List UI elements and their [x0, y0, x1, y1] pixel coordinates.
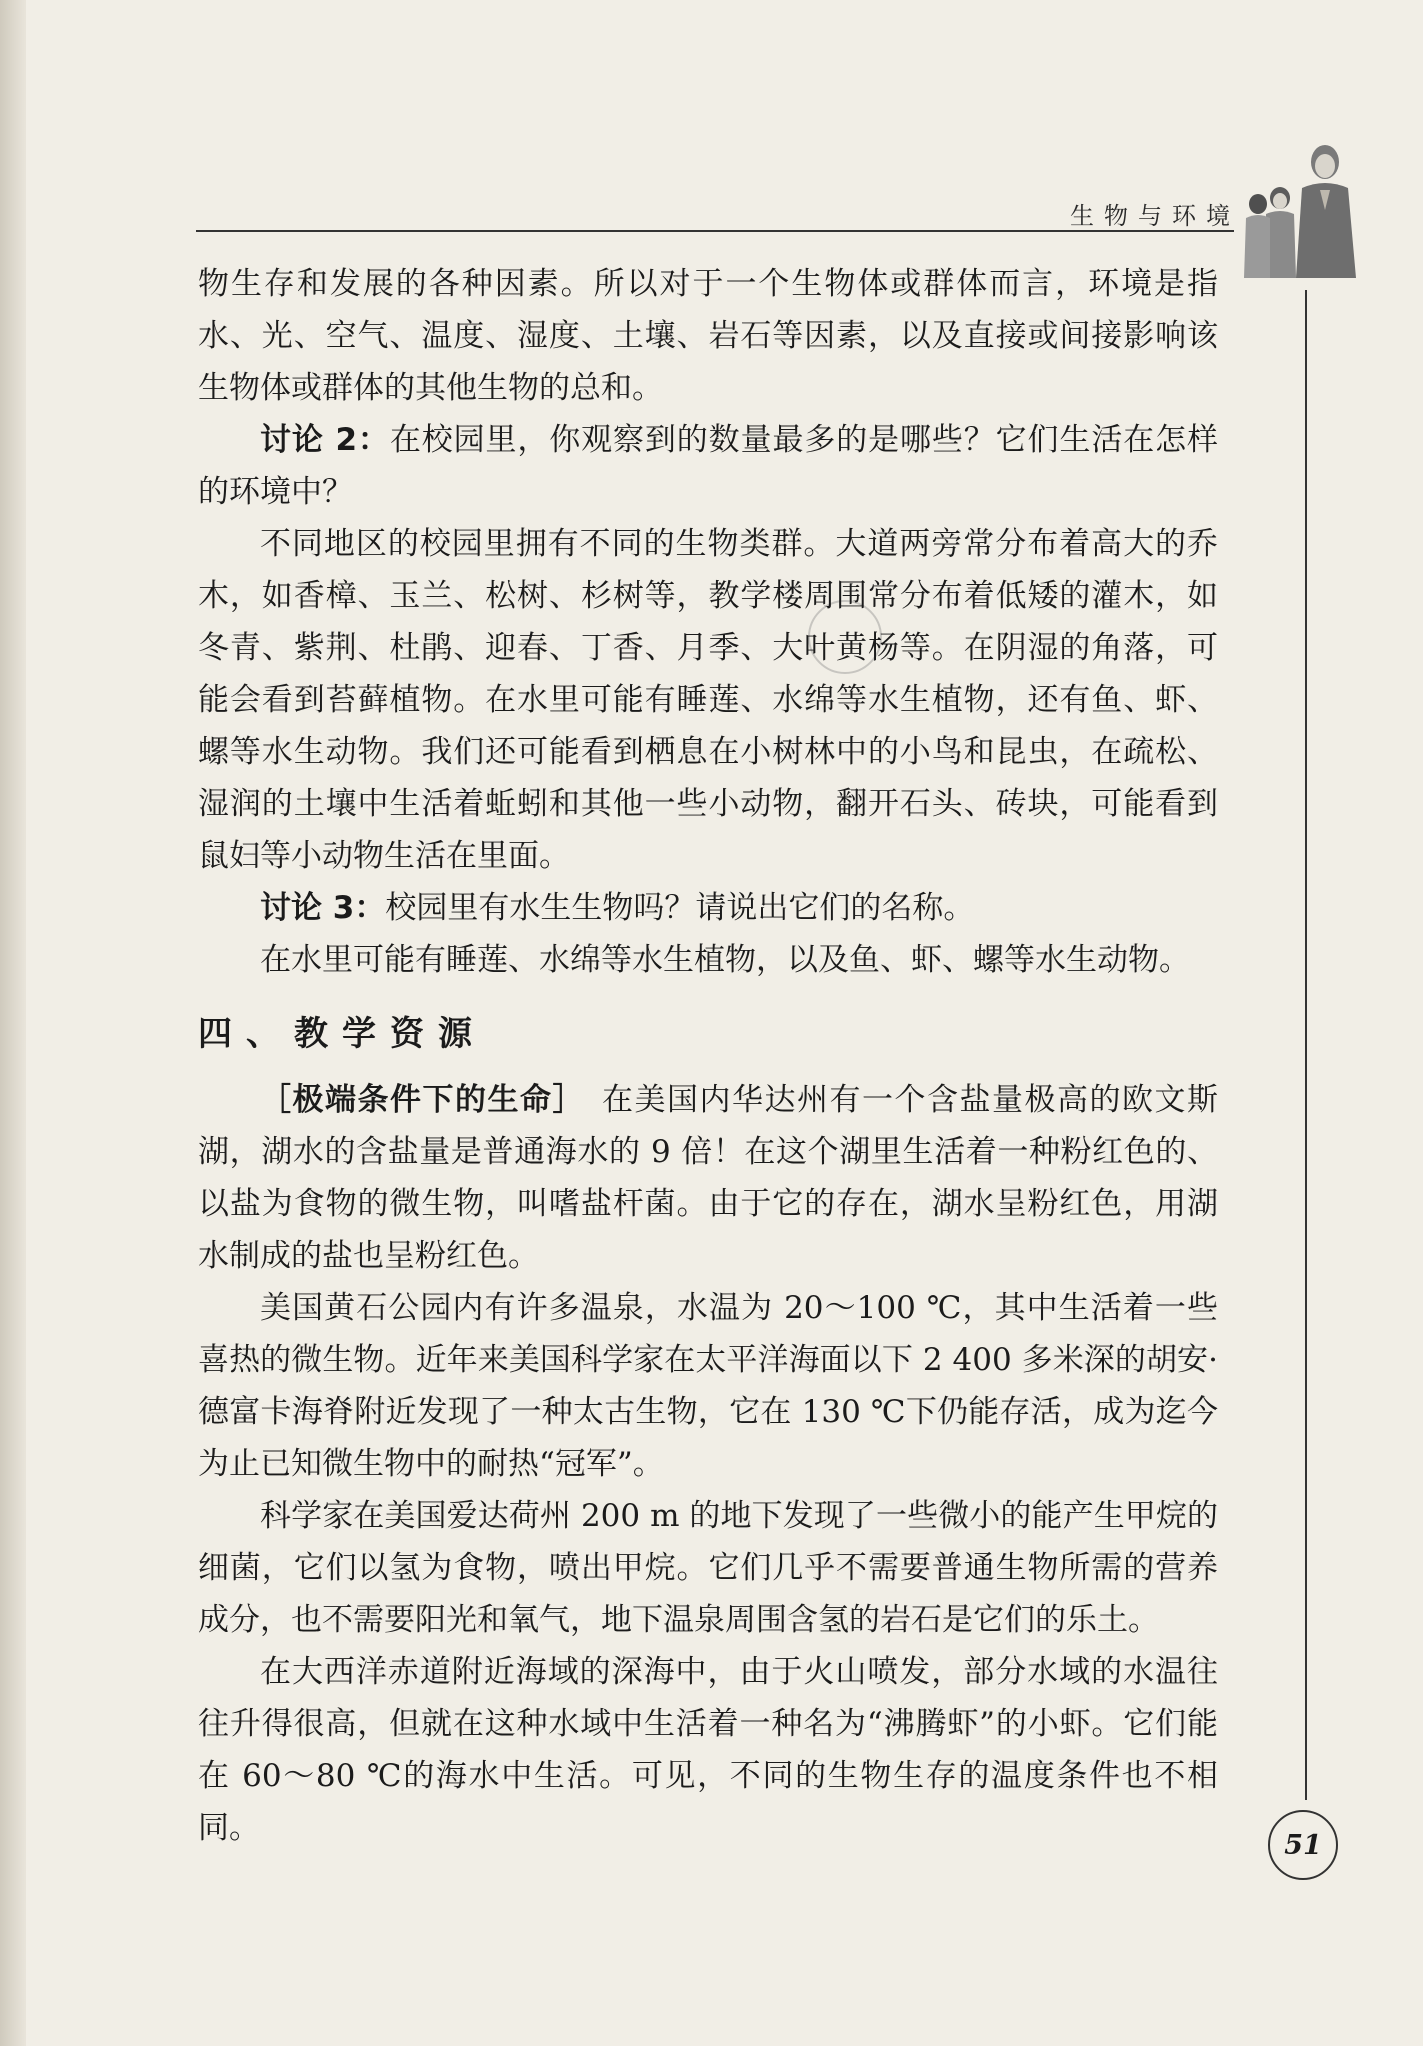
discussion-2	[198, 414, 1218, 518]
margin-rule	[1305, 290, 1307, 1800]
paragraph-aquatic-answer: 在水里可能有睡莲、水绵等水生植物，以及鱼、虾、螺等水生动物。	[260, 942, 1190, 978]
resource-extreme-life-text: 在美国内华达州有一个含盐量极高的欧文斯湖，湖水的含盐量是普通海水的 9 倍！在这个湖里生活着一种粉红色的、以盐为食物的微生物，叫嗜盐杆菌。由于它的存在，湖水呈粉红色，用湖水制成的盐也呈粉红色。	[198, 1082, 1218, 1274]
teacher-students-illustration	[1240, 140, 1370, 280]
paragraph-continuation: 物生存和发展的各种因素。所以对于一个生物体或群体而言，环境是指水、光、空气、温度、湿度、土壤、岩石等因素，以及直接或间接影响该生物体或群体的其他生物的总和。	[198, 266, 1218, 406]
section-title: 四、教学资源	[198, 1014, 486, 1054]
discussion-3-text: 校园里有水生生物吗？请说出它们的名称。	[385, 890, 975, 926]
running-header: 生物与环境	[1070, 202, 1240, 230]
header-rule	[196, 230, 1234, 232]
resource-idaho-bacteria: 科学家在美国爱达荷州 200 m 的地下发现了一些微小的能产生甲烷的细菌，它们以氢为食物，喷出甲烷。它们几乎不需要普通生物所需的营养成分，也不需要阳光和氧气，地下温泉周围含氢的岩石是它们的乐土。	[198, 1498, 1218, 1638]
discussion-2-label: 讨论 2：	[260, 422, 390, 458]
resource-extreme-life	[198, 1074, 1218, 1282]
resource-term: ［极端条件下的生命］	[260, 1082, 570, 1118]
resource-boiling-shrimp: 在大西洋赤道附近海域的深海中，由于火山喷发，部分水域的水温往往升得很高，但就在这种水域中生活着一种名为“沸腾虾”的小虾。它们能在 60～80 ℃的海水中生活。可见，不同的生物生存的温度条件也不相同。	[198, 1654, 1218, 1846]
page-binding-edge	[0, 0, 26, 2046]
discussion-3	[198, 882, 1218, 934]
discussion-3-label: 讨论 3：	[260, 890, 386, 926]
resource-yellowstone: 美国黄石公园内有许多温泉，水温为 20～100 ℃，其中生活着一些喜热的微生物。近年来美国科学家在太平洋海面以下 2 400 多米深的胡安·德富卡海脊附近发现了一种太古生物，它在 130 ℃下仍能存活，成为迄今为止已知微生物中的耐热“冠军”。	[198, 1290, 1218, 1482]
page-number: 51	[1268, 1810, 1338, 1880]
paragraph-campus-organisms: 不同地区的校园里拥有不同的生物类群。大道两旁常分布着高大的乔木，如香樟、玉兰、松树、杉树等，教学楼周围常分布着低矮的灌木，如冬青、紫荆、杜鹃、迎春、丁香、月季、大叶黄杨等。在阴湿的角落，可能会看到苔藓植物。在水里可能有睡莲、水绵等水生植物，还有鱼、虾、螺等水生动物。我们还可能看到栖息在小树林中的小鸟和昆虫，在疏松、湿润的土壤中生活着蚯蚓和其他一些小动物，翻开石头、砖块，可能看到鼠妇等小动物生活在里面。	[198, 526, 1218, 874]
page-body	[198, 258, 1218, 1854]
discussion-2-text: 在校园里，你观察到的数量最多的是哪些？它们生活在怎样的环境中？	[198, 422, 1218, 510]
